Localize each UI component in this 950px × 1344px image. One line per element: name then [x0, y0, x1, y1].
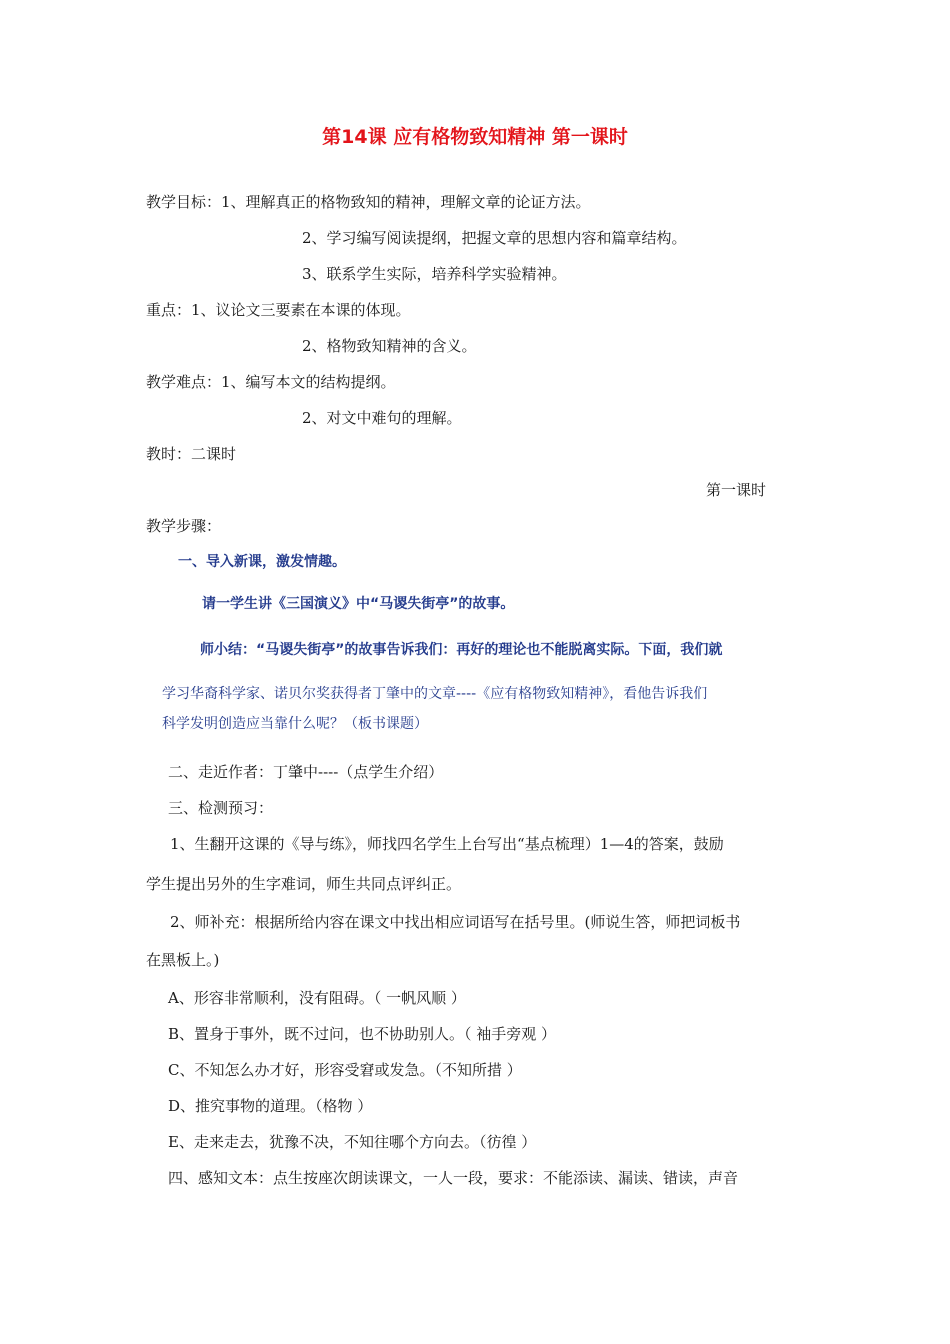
vocab-item-a: A、形容非常顺利，没有阻碍。（ 一帆风顺 ）	[168, 989, 466, 1007]
key-points-line-1	[146, 300, 411, 320]
section-3-para-2a: 2、师补充：根据所给内容在课文中找出相应词语写在括号里。(师说生答，师把词板书	[170, 913, 741, 931]
objectives-line-1	[146, 192, 591, 212]
section-3-para-1a: 1、生翻开这课的《导与练》，师找四名学生上台写出“基点梳理）1—4的答案，鼓励	[170, 835, 724, 853]
difficulties-line-1	[146, 372, 396, 392]
objective-item-1: 1、理解真正的格物致知的精神，理解文章的论证方法。	[221, 193, 591, 211]
intro-heading: 一、导入新课，激发情趣。	[178, 554, 346, 570]
objectives-label: 教学目标：	[146, 193, 222, 211]
vocab-item-b: B、置身于事外，既不过问，也不协助别人。（ 袖手旁观 ）	[168, 1025, 557, 1043]
objective-item-2: 2、学习编写阅读提纲，把握文章的思想内容和篇章结构。	[302, 229, 687, 247]
key-points-label: 重点：	[146, 301, 192, 319]
vocab-item-c: C、不知怎么办才好，形容受窘或发急。（不知所措 ）	[168, 1061, 522, 1079]
difficulties-label: 教学难点：	[146, 373, 222, 391]
intro-line-1: 请一学生讲《三国演义》中“马谡失街亭”的故事。	[202, 596, 515, 612]
objective-item-3: 3、联系学生实际，培养科学实验精神。	[302, 265, 567, 283]
section-3-para-2b: 在黑板上。)	[146, 951, 220, 969]
section-4-text: 四、感知文本：点生按座次朗读课文，一人一段，要求：不能添读、漏读、错读，声音	[168, 1169, 739, 1187]
intro-line-4: 科学发明创造应当靠什么呢？（板书课题）	[162, 716, 428, 732]
steps-label: 教学步骤：	[146, 517, 222, 535]
session-label: 第一课时	[706, 481, 767, 499]
period-text: 教时：二课时	[146, 445, 237, 463]
intro-line-3: 学习华裔科学家、诺贝尔奖获得者丁肇中的文章----《应有格物致知精神》，看他告诉我们	[162, 686, 708, 702]
key-point-item-1: 1、议论文三要素在本课的体现。	[191, 301, 411, 319]
lesson-title: 第14课 应有格物致知精神 第一课时	[322, 126, 628, 148]
difficulty-item-1: 1、编写本文的结构提纲。	[221, 373, 396, 391]
vocab-item-d: D、推究事物的道理。（格物 ）	[168, 1097, 373, 1115]
intro-line-2: 师小结：“马谡失街亭”的故事告诉我们：再好的理论也不能脱离实际。下面，我们就	[200, 642, 723, 658]
section-3-heading: 三、检测预习：	[168, 799, 274, 817]
section-2-author: 二、走近作者：丁肇中----（点学生介绍）	[168, 763, 444, 781]
key-point-item-2: 2、格物致知精神的含义。	[302, 337, 477, 355]
section-3-para-1b: 学生提出另外的生字难词，师生共同点评纠正。	[146, 875, 462, 893]
vocab-item-e: E、走来走去，犹豫不决，不知往哪个方向去。（彷徨 ）	[168, 1133, 537, 1151]
difficulty-item-2: 2、对文中难句的理解。	[302, 409, 462, 427]
